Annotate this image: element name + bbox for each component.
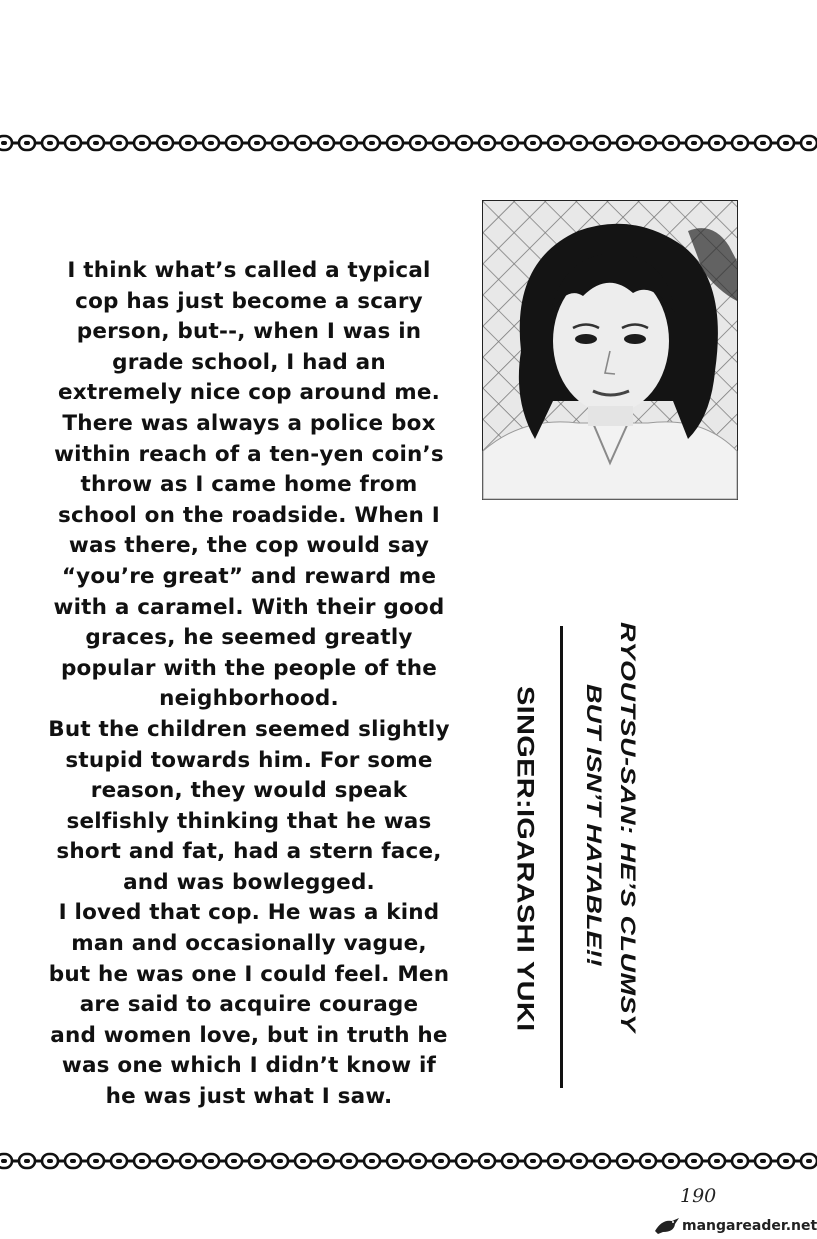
essay-line: selfishly thinking that he was (66, 808, 432, 834)
essay-line: graces, he seemed greatly (85, 625, 413, 651)
essay-line: extremely nice cop around me. (58, 380, 440, 406)
song-title-line-1: RYOUTSU-SAN: HE’S CLUMSY (616, 622, 640, 1033)
essay-line: There was always a police box (62, 410, 436, 436)
essay-line: but he was one I could feel. Men (48, 961, 450, 987)
chain-border-bottom (0, 1150, 800, 1172)
song-title-line-2: BUT ISN’T HATABLE!! (582, 684, 606, 967)
essay-line: popular with the people of the (60, 655, 438, 681)
singer-photo (482, 200, 738, 500)
essay-text (18, 256, 480, 1113)
essay-line: throw as I came home from (80, 472, 418, 498)
song-credits (504, 622, 654, 1092)
essay-line: school on the roadside. When I (58, 502, 440, 528)
essay-line: But the children seemed slightly (48, 716, 450, 742)
essay-line: within reach of a ten-yen coin’s (54, 441, 444, 467)
watermark (654, 1217, 817, 1235)
essay-line: I think what’s called a typical (67, 258, 431, 283)
essay-line: reason, they would speak (90, 778, 408, 804)
essay-line: stupid towards him. For some (65, 747, 433, 773)
watermark-text: mangareader.net (682, 1218, 817, 1234)
essay-line: I loved that cop. He was a kind (58, 900, 440, 926)
bird-logo-icon (654, 1217, 680, 1235)
essay-line: are said to acquire courage (79, 992, 419, 1018)
essay-line: with a caramel. With their good (53, 594, 445, 620)
essay-line: was one which I didn’t know if (61, 1053, 437, 1079)
essay-line: and was bowlegged. (123, 869, 375, 895)
essay-line: was there, the cop would say (68, 533, 430, 559)
chain-border-top (0, 132, 800, 154)
essay-line: person, but--, when I was in (76, 319, 422, 345)
essay-line: short and fat, had a stern face, (56, 839, 442, 865)
page-number: 190 (680, 1185, 717, 1207)
essay-line: “you’re great” and reward me (61, 563, 437, 589)
essay-line: neighborhood. (159, 686, 339, 712)
essay-line: grade school, I had an (112, 349, 386, 375)
credits-divider (560, 626, 563, 1088)
essay-line: he was just what I saw. (105, 1084, 393, 1110)
essay-line: cop has just become a scary (75, 288, 423, 314)
essay-line: and women love, but in truth he (50, 1022, 448, 1048)
singer-credit: SINGER:IGARASHI YUKI (511, 686, 539, 1032)
essay-line: man and occasionally vague, (71, 931, 427, 957)
